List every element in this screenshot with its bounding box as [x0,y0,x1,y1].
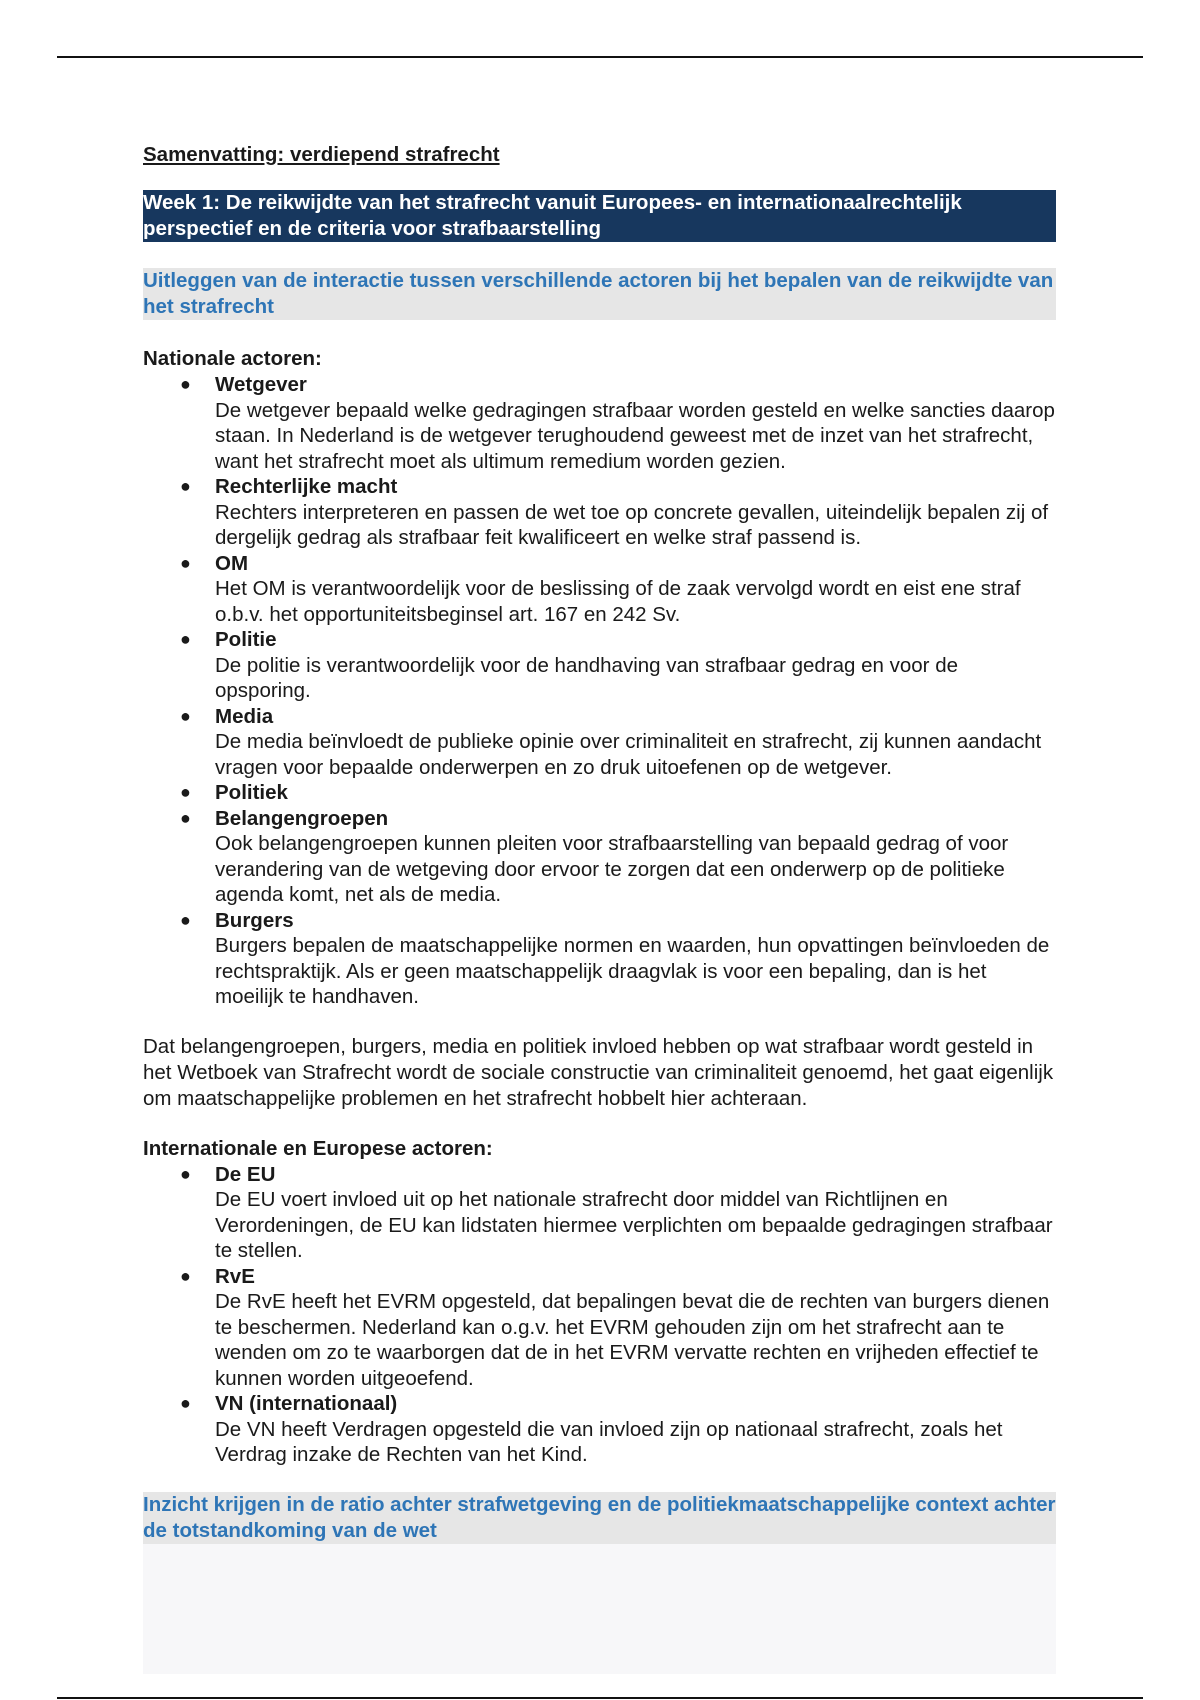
actor-description: De RvE heeft het EVRM opgesteld, dat bepalingen bevat die de rechten van burgers dienen te beschermen. Nederland kan o.g.v. het EVRM gehouden zijn om het strafrecht aan te wenden om zo te waarborgen dat de in het EVRM vervatte rechten en vrijheden effectief te kunnen worden uitgeoefend. [215,1290,1050,1390]
actor-description: De politie is verantwoordelijk voor de handhaving van strafbaar gedrag en voor de opsporing. [215,653,959,702]
list-item [143,372,1056,474]
header-rule [57,56,1143,58]
learning-goal-heading-2: Inzicht krijgen in de ratio achter strafwetgeving en de politiekmaatschappelijke context achter de totstandkoming van de wet [143,1492,1056,1542]
bullet-icon: ● [180,476,191,496]
actor-name: VN (internationaal) [215,1392,398,1415]
actor-name: RvE [215,1264,255,1288]
list-item [143,1391,1056,1468]
actor-description: De media beïnvloedt de publieke opinie over criminaliteit en strafrecht, zij kunnen aandacht vragen voor bepaalde onderwerpen en zo druk uitoefenen op de wetgever. [215,730,1042,779]
actor-description: Burgers bepalen de maatschappelijke normen en waarden, hun opvattingen beïnvloeden de rechtspraktijk. Als er geen maatschappelijk draagvlak is voor een bepaling, dan is het moeilijk te handhaven. [215,934,1050,1008]
list-item [143,780,1056,806]
bullet-icon: ● [180,1163,191,1184]
list-item [143,1264,1056,1392]
week-banner: Week 1: De reikwijdte van het strafrecht vanuit Europees- en internationaalrechtelijk perspectief en de criteria voor strafbaarstelling [143,190,1056,242]
actor-description: De EU voert invloed uit op het nationale strafrecht door middel van Richtlijnen en Verordeningen, de EU kan lidstaten hiermee verplichten om bepaalde gedragingen strafbaar te stellen. [215,1188,1053,1262]
list-item [143,704,1056,781]
bullet-icon: ● [180,909,191,930]
list-item [143,1162,1056,1264]
bullet-icon: ● [180,1265,191,1286]
international-actors-list [143,1162,1056,1468]
learning-goal-heading-1: Uitleggen van de interactie tussen verschillende actoren bij het bepalen van de reikwijdte van het strafrecht [143,268,1056,320]
list-item [143,908,1056,1010]
footer-rule [57,1697,1143,1699]
actor-name: Politiek [215,781,288,804]
bullet-icon: ● [180,782,191,802]
actor-name: OM [215,551,249,575]
national-actors-label: Nationale actoren: [143,347,322,370]
document-title: Samenvatting: verdiepend strafrecht [143,143,500,166]
list-item [143,474,1056,551]
actor-description: Het OM is verantwoordelijk voor de beslissing of de zaak vervolgd wordt en eist ene straf o.b.v. het opportuniteitsbeginsel art. 167 en 242 Sv. [215,577,1021,626]
actor-description: De VN heeft Verdragen opgesteld die van invloed zijn op nationaal strafrecht, zoals het Verdrag inzake de Rechten van het Kind. [215,1417,1003,1466]
list-item [143,551,1056,628]
bullet-icon: ● [180,807,191,828]
actor-name: Politie [215,628,277,651]
bullet-icon: ● [180,629,191,649]
bullet-icon: ● [180,1393,191,1413]
actor-description: Rechters interpreteren en passen de wet toe op concrete gevallen, uiteindelijk bepalen zij of dergelijk gedrag als strafbaar feit kwalificeert en welke straf passend is. [215,500,1049,549]
list-item [143,806,1056,908]
actor-name: Rechterlijke macht [215,475,398,498]
actor-name: Burgers [215,908,294,932]
actor-name: Belangengroepen [215,806,389,830]
actor-name: Wetgever [215,373,307,396]
faded-content-area [143,1544,1056,1674]
list-item [143,627,1056,704]
actor-description: De wetgever bepaald welke gedragingen strafbaar worden gesteld en welke sancties daarop staan. In Nederland is de wetgever terughoudend geweest met de inzet van het strafrecht, want het strafrecht moet als ultimum remedium worden gezien. [215,398,1055,473]
actor-description: Ook belangengroepen kunnen pleiten voor strafbaarstelling van bepaald gedrag of voor verandering van de wetgeving door ervoor te zorgen dat een onderwerp op de politieke agenda komt, net als de media. [215,832,1009,906]
bullet-icon: ● [180,374,191,394]
actor-name: Media [215,704,274,728]
international-actors-label: Internationale en Europese actoren: [143,1136,493,1160]
bullet-icon: ● [180,552,191,573]
bullet-icon: ● [180,705,191,726]
document-page [143,142,1056,1674]
national-actors-list [143,372,1056,1010]
actor-name: De EU [215,1162,276,1186]
social-construction-paragraph: Dat belangengroepen, burgers, media en politiek invloed hebben op wat strafbaar wordt gesteld in het Wetboek van Strafrecht wordt de sociale constructie van criminaliteit genoemd, het gaat eigenlijk om maatschappelijke problemen en het strafrecht hobbelt hier achteraan. [143,1034,1054,1110]
